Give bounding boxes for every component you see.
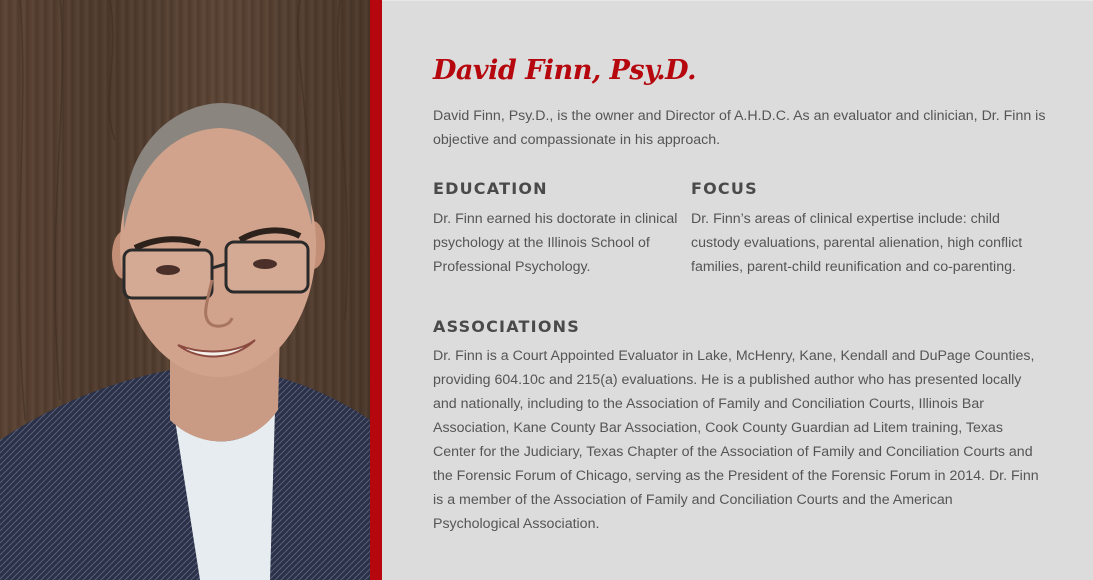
associations-heading: ASSOCIATIONS xyxy=(433,317,580,336)
profile-photo xyxy=(0,0,370,580)
focus-section xyxy=(691,179,1041,279)
accent-divider xyxy=(370,0,382,580)
focus-heading: FOCUS xyxy=(691,179,758,198)
education-text: Dr. Finn earned his doctorate in clinical psychology at the Illinois School of Professional Psychology. xyxy=(433,211,678,275)
portrait-illustration xyxy=(0,0,370,580)
focus-text: Dr. Finn’s areas of clinical expertise include: child custody evaluations, parental alienation, high conflict families, parent-child reunification and co-parenting. xyxy=(691,211,1023,275)
education-heading: EDUCATION xyxy=(433,179,548,198)
bio-panel xyxy=(382,0,1093,580)
associations-section xyxy=(433,317,1043,536)
profile-intro: David Finn, Psy.D., is the owner and Director of A.H.D.C. As an evaluator and clinician, Dr. Finn is objective and compassionate in his approach. xyxy=(433,108,1046,148)
profile-name: David Finn, Psy.D. xyxy=(433,55,696,86)
education-section xyxy=(433,179,678,279)
associations-text: Dr. Finn is a Court Appointed Evaluator in Lake, McHenry, Kane, Kendall and DuPage Counties, providing 604.10c and 215(a) evaluations. He is a published author who has presented locally and nationally, including to the Association of Family and Conciliation Courts, Illinois Bar Association, Kane County Bar Association, Cook County Guardian ad Litem training, Texas Center for the Judiciary, Texas Chapter of the Association of Family and Conciliation Courts and the Forensic Forum of Chicago, serving as the President of the Forensic Forum in 2014. Dr. Finn is a member of the Association of Family and Conciliation Courts and the American Psychological Association. xyxy=(433,348,1039,532)
